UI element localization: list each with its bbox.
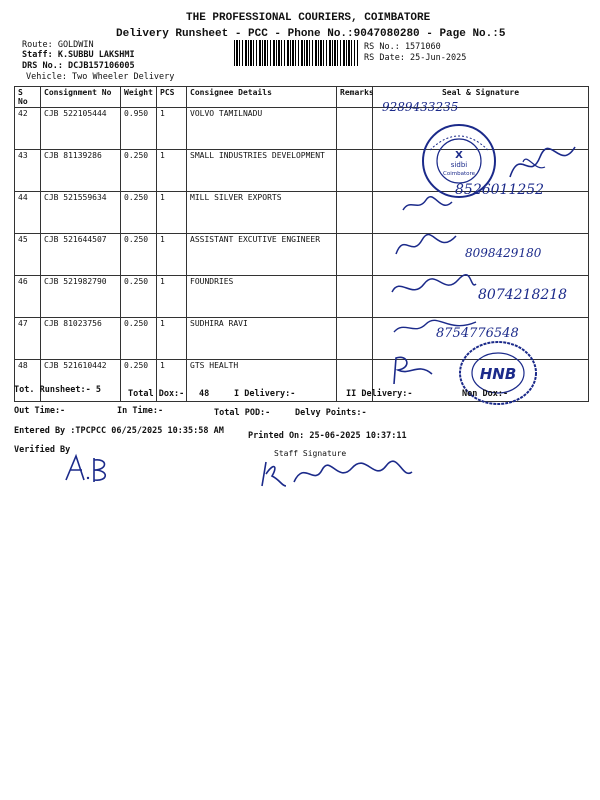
printed-on: Printed On: 25-06-2025 10:37:11 <box>248 431 407 441</box>
out-time: Out Time:- <box>14 406 66 416</box>
table-row <box>15 108 589 150</box>
cell-weight: 0.250 <box>121 318 157 360</box>
cell-sno: 44 <box>15 192 41 234</box>
cell-remarks <box>337 150 373 192</box>
i-delivery: I Delivery:- <box>234 389 296 399</box>
cell-consignment: CJB 521610442 <box>41 360 121 402</box>
cell-weight: 0.250 <box>121 192 157 234</box>
non-dox: Non Dox:- <box>462 389 509 399</box>
staff-label: Staff: K.SUBBU LAKSHMI <box>22 50 135 60</box>
cell-consignment: CJB 81023756 <box>41 318 121 360</box>
cell-weight: 0.250 <box>121 234 157 276</box>
cell-consignee: VOLVO TAMILNADU <box>187 108 337 150</box>
svg-text:sidbi: sidbi <box>450 161 468 169</box>
barcode <box>234 40 358 66</box>
cell-pcs: 1 <box>157 234 187 276</box>
cell-consignee: ASSISTANT EXCUTIVE ENGINEER <box>187 234 337 276</box>
cell-remarks <box>337 192 373 234</box>
cell-pcs: 1 <box>157 192 187 234</box>
cell-pcs: 1 <box>157 150 187 192</box>
cell-weight: 0.250 <box>121 276 157 318</box>
signature-scribble-45 <box>392 228 462 262</box>
cell-sno: 48 <box>15 360 41 402</box>
cell-consignee: FOUNDRIES <box>187 276 337 318</box>
col-consignee: Consignee Details <box>187 87 337 108</box>
rs-date: RS Date: 25-Jun-2025 <box>364 53 467 63</box>
cell-pcs: 1 <box>157 360 187 402</box>
cell-remarks <box>337 108 373 150</box>
cell-consignment: CJB 521982790 <box>41 276 121 318</box>
company-title: THE PROFESSIONAL COURIERS, COIMBATORE <box>186 12 431 24</box>
entered-by: Entered By :TPCPCC 06/25/2025 10:35:58 AM <box>14 426 224 436</box>
cell-remarks <box>337 318 373 360</box>
total-dox-label: Total Dox:- <box>128 389 185 399</box>
hnb-seal-text: HNB <box>479 365 517 383</box>
verified-by-label: Verified By <box>14 445 71 455</box>
signature-scribble-46 <box>388 270 478 304</box>
total-dox-value: 48 <box>199 389 210 399</box>
cell-pcs: 1 <box>157 276 187 318</box>
cell-remarks <box>337 234 373 276</box>
handwritten-phone-47: 8754776548 <box>436 326 519 341</box>
handwritten-phone-44: 8526011252 <box>455 182 545 198</box>
cell-consignee: SUDHIRA RAVI <box>187 318 337 360</box>
ii-delivery: II Delivery:- <box>346 389 413 399</box>
total-pod: Total POD:- <box>214 408 271 418</box>
cell-weight: 0.250 <box>121 150 157 192</box>
drs-number: DRS No.: DCJB157106005 <box>22 61 135 71</box>
col-pcs: PCS <box>157 87 187 108</box>
tot-runsheet: Tot. Runsheet:- 5 <box>14 385 101 395</box>
handwritten-phone-42: 9289433235 <box>382 100 459 114</box>
cell-consignee: GTS HEALTH <box>187 360 337 402</box>
staff-signature <box>256 456 416 490</box>
vehicle-label: Vehicle: Two Wheeler Delivery <box>26 72 175 82</box>
cell-consignee: MILL SILVER EXPORTS <box>187 192 337 234</box>
cell-consignment: CJB 522105444 <box>41 108 121 150</box>
cell-sno: 43 <box>15 150 41 192</box>
signature-scribble-43 <box>505 142 580 186</box>
cell-consignment: CJB 521559634 <box>41 192 121 234</box>
handwritten-phone-45: 8098429180 <box>465 246 542 260</box>
cell-consignee: SMALL INDUSTRIES DEVELOPMENT <box>187 150 337 192</box>
table-header-row <box>15 87 589 108</box>
in-time: In Time:- <box>117 406 164 416</box>
cell-pcs: 1 <box>157 318 187 360</box>
cell-remarks <box>337 276 373 318</box>
cell-consignment: CJB 81139286 <box>41 150 121 192</box>
cell-sno: 46 <box>15 276 41 318</box>
col-seal-signature: Seal & Signature <box>373 87 589 108</box>
sidbi-seal-text: Coimbatore <box>443 171 475 177</box>
cell-consignment: CJB 521644507 <box>41 234 121 276</box>
runsheet-subtitle: Delivery Runsheet - PCC - Phone No.:9047080280 - Page No.:5 <box>116 28 506 40</box>
cell-weight: 0.950 <box>121 108 157 150</box>
cell-sno: 42 <box>15 108 41 150</box>
signature-scribble-48 <box>388 352 438 388</box>
route-label: Route: GOLDWIN <box>22 40 94 50</box>
rs-number: RS No.: 1571060 <box>364 42 441 52</box>
col-weight: Weight <box>121 87 157 108</box>
cell-pcs: 1 <box>157 108 187 150</box>
cell-weight: 0.250 <box>121 360 157 402</box>
col-remarks: Remarks <box>337 87 373 108</box>
svg-text:X: X <box>455 150 463 161</box>
delvy-points: Delvy Points:- <box>295 408 367 418</box>
handwritten-phone-46: 8074218218 <box>478 287 568 303</box>
col-sno: S No <box>15 87 41 108</box>
cell-sno: 45 <box>15 234 41 276</box>
signature-scribble-44 <box>400 190 456 218</box>
col-consignment: Consignment No <box>41 87 121 108</box>
verifier-signature <box>62 452 112 486</box>
staff-signature-label: Staff Signature <box>274 449 347 458</box>
cell-sno: 47 <box>15 318 41 360</box>
